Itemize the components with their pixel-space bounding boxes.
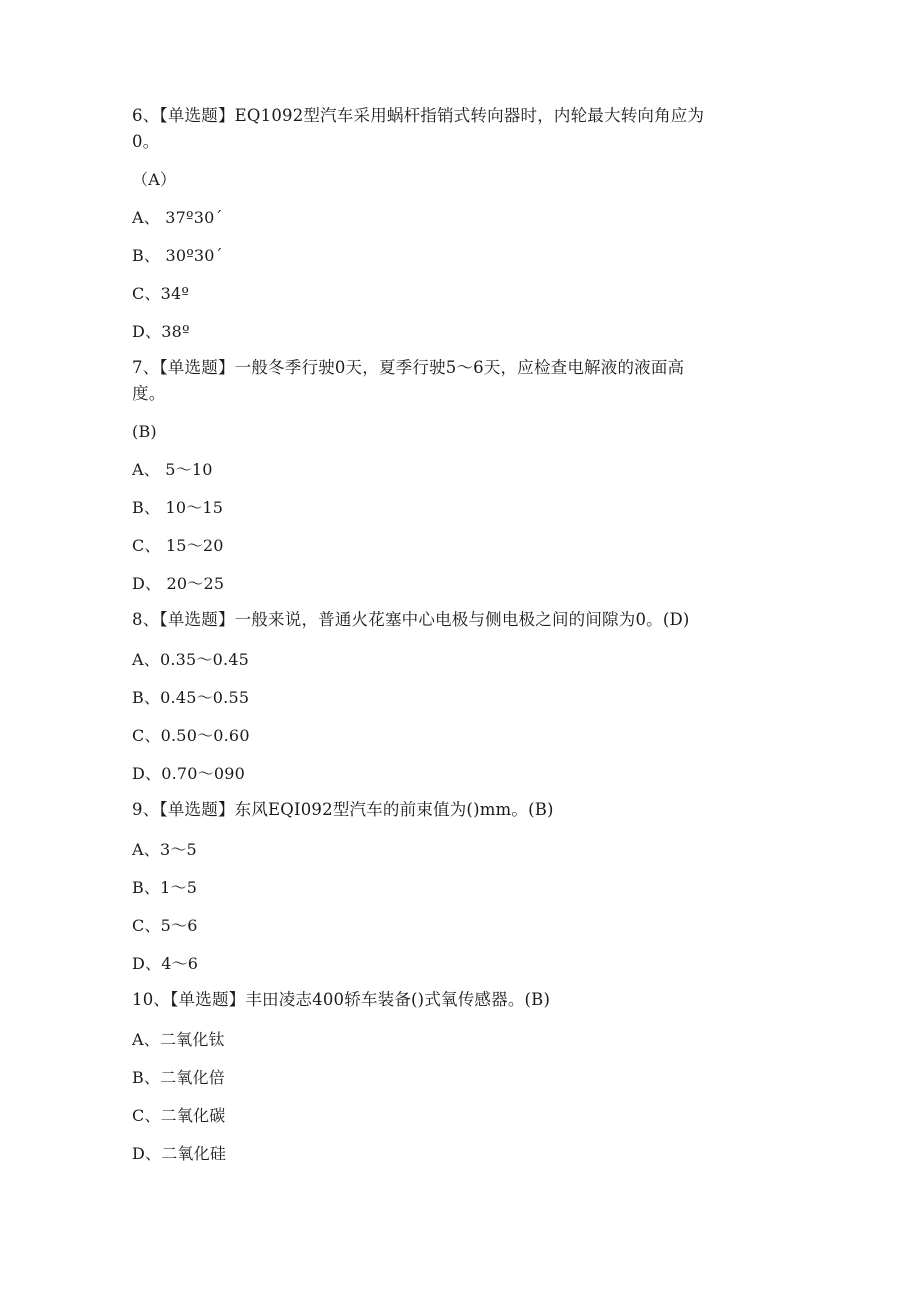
question-9-option-b: B、1～5 [132, 878, 198, 897]
question-8-option-c: C、0.50～0.60 [132, 726, 250, 745]
question-10-stem: 10、【单选题】丰田凌志400轿车装备()式氧传感器。(B) [132, 990, 551, 1009]
question-10-option-d: D、二氧化硅 [132, 1144, 227, 1163]
question-6-answer: （A） [132, 170, 177, 189]
question-10-option-c: C、二氧化碳 [132, 1106, 226, 1125]
question-10-option-a: A、二氧化钛 [132, 1030, 225, 1049]
question-7-option-d: D、 20～25 [132, 574, 225, 593]
question-6-option-c: C、34º [132, 284, 190, 303]
question-8-option-a: A、0.35～0.45 [132, 650, 250, 669]
question-6-stem-line2: 0。 [132, 132, 160, 151]
question-9-stem: 9、【单选题】东风EQI092型汽车的前束值为()mm。(B) [132, 800, 554, 819]
question-8-option-d: D、0.70～090 [132, 764, 245, 783]
question-7-stem-line2: 度。 [132, 384, 166, 403]
question-9-option-a: A、3～5 [132, 840, 197, 859]
question-6-option-b: B、 30º30ˊ [132, 246, 223, 265]
question-9-option-d: D、4～6 [132, 954, 199, 973]
question-6-option-d: D、38º [132, 322, 190, 341]
question-7-option-a: A、 5～10 [132, 460, 213, 479]
question-7-stem-line1: 7、【单选题】一般冬季行驶0天，夏季行驶5～6天，应检查电解液的液面高 [132, 358, 685, 377]
question-9-option-c: C、5～6 [132, 916, 198, 935]
question-7-option-c: C、 15～20 [132, 536, 224, 555]
question-6-stem-line1: 6、【单选题】EQ1092型汽车采用蜗杆指销式转向器时，内轮最大转向角应为 [132, 106, 705, 125]
question-7-option-b: B、 10～15 [132, 498, 224, 517]
question-10-option-b: B、二氧化倍 [132, 1068, 225, 1087]
question-8-stem: 8、【单选题】一般来说，普通火花塞中心电极与侧电极之间的间隙为0。(D) [132, 610, 690, 629]
question-6-option-a: A、 37º30ˊ [132, 208, 223, 227]
question-7-answer: (B) [132, 422, 157, 441]
question-8-option-b: B、0.45～0.55 [132, 688, 250, 707]
